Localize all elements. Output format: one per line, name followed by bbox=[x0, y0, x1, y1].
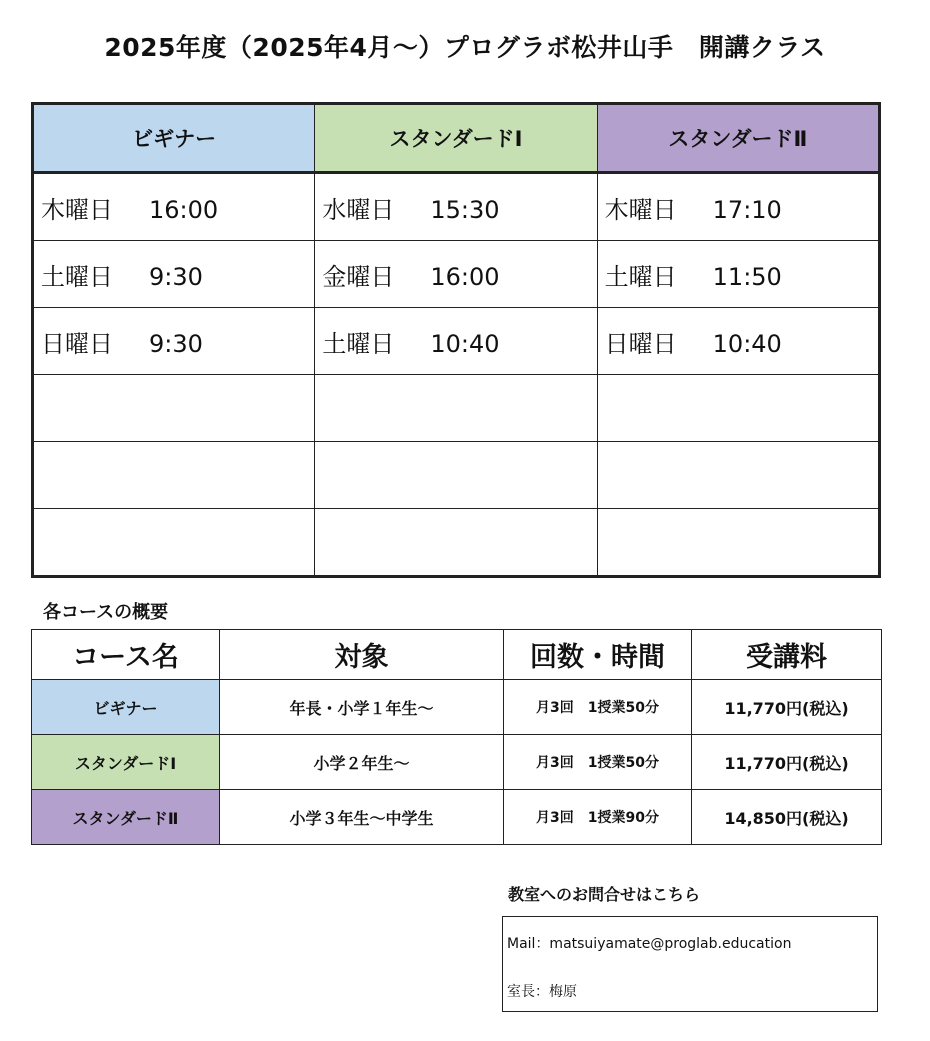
day: 日曜日 bbox=[41, 329, 113, 358]
day: 木曜日 bbox=[41, 195, 113, 224]
course-name: スタンダードⅡ bbox=[32, 790, 220, 845]
course-fee: 14,850円(税込) bbox=[692, 790, 882, 845]
contact-mail: Mail：matsuiyamate@proglab.education bbox=[507, 936, 792, 952]
time: 15:30 bbox=[430, 195, 500, 224]
header-target: 対象 bbox=[220, 630, 504, 680]
course-header-row bbox=[32, 630, 882, 680]
course-row bbox=[32, 735, 882, 790]
time: 10:40 bbox=[430, 329, 500, 358]
course-frequency: 月3回 1授業90分 bbox=[504, 790, 692, 845]
contact-head: 室長：梅原 bbox=[507, 984, 577, 1000]
schedule-cell bbox=[315, 308, 597, 375]
course-row bbox=[32, 790, 882, 845]
schedule-cell-empty bbox=[33, 509, 315, 577]
header-standard-2: スタンダードⅡ bbox=[597, 104, 879, 173]
day: 木曜日 bbox=[604, 195, 677, 224]
schedule-cell-empty bbox=[315, 509, 597, 577]
overview-heading: 各コースの概要 bbox=[43, 602, 169, 623]
day: 土曜日 bbox=[322, 329, 395, 358]
course-fee: 11,770円(税込) bbox=[692, 735, 882, 790]
day: 日曜日 bbox=[604, 329, 677, 358]
header-course-name: コース名 bbox=[32, 630, 220, 680]
schedule-header-row bbox=[33, 104, 880, 173]
time: 17:10 bbox=[712, 195, 782, 224]
schedule-row bbox=[33, 308, 880, 375]
header-frequency: 回数・時間 bbox=[504, 630, 692, 680]
schedule-cell bbox=[315, 241, 597, 308]
day: 金曜日 bbox=[322, 262, 395, 291]
header-standard-1: スタンダードⅠ bbox=[315, 104, 597, 173]
course-target: 小学３年生～中学生 bbox=[220, 790, 504, 845]
schedule-row-empty bbox=[33, 442, 880, 509]
schedule-cell bbox=[33, 308, 315, 375]
schedule-cell bbox=[315, 173, 597, 241]
contact-heading: 教室へのお問合せはこちら bbox=[508, 885, 701, 904]
schedule-cell-empty bbox=[597, 442, 879, 509]
time: 16:00 bbox=[430, 262, 500, 291]
schedule-cell-empty bbox=[597, 375, 879, 442]
day: 水曜日 bbox=[322, 195, 395, 224]
time: 16:00 bbox=[149, 195, 219, 224]
schedule-row-empty bbox=[33, 509, 880, 577]
day: 土曜日 bbox=[41, 262, 113, 291]
time: 11:50 bbox=[712, 262, 782, 291]
schedule-cell bbox=[33, 241, 315, 308]
header-beginner: ビギナー bbox=[33, 104, 315, 173]
course-target: 年長・小学１年生～ bbox=[220, 680, 504, 735]
course-target: 小学２年生～ bbox=[220, 735, 504, 790]
day: 土曜日 bbox=[604, 262, 677, 291]
schedule-cell-empty bbox=[33, 375, 315, 442]
course-name: ビギナー bbox=[32, 680, 220, 735]
course-overview-table bbox=[31, 629, 882, 845]
contact-box bbox=[502, 916, 878, 1012]
time: 10:40 bbox=[712, 329, 782, 358]
schedule-cell-empty bbox=[315, 442, 597, 509]
schedule-row bbox=[33, 241, 880, 308]
schedule-cell bbox=[33, 173, 315, 241]
schedule-row-empty bbox=[33, 375, 880, 442]
schedule-cell bbox=[597, 173, 879, 241]
course-fee: 11,770円(税込) bbox=[692, 680, 882, 735]
schedule-cell bbox=[597, 308, 879, 375]
schedule-cell-empty bbox=[597, 509, 879, 577]
page-title: 2025年度（2025年4月～）プログラボ松井山手 開講クラス bbox=[104, 33, 826, 62]
course-frequency: 月3回 1授業50分 bbox=[504, 680, 692, 735]
course-name: スタンダードⅠ bbox=[32, 735, 220, 790]
time: 9:30 bbox=[149, 329, 203, 358]
schedule-cell-empty bbox=[315, 375, 597, 442]
course-frequency: 月3回 1授業50分 bbox=[504, 735, 692, 790]
header-fee: 受講料 bbox=[692, 630, 882, 680]
schedule-row bbox=[33, 173, 880, 241]
class-schedule-table bbox=[31, 102, 881, 578]
course-row bbox=[32, 680, 882, 735]
time: 9:30 bbox=[149, 262, 203, 291]
schedule-cell bbox=[597, 241, 879, 308]
schedule-cell-empty bbox=[33, 442, 315, 509]
